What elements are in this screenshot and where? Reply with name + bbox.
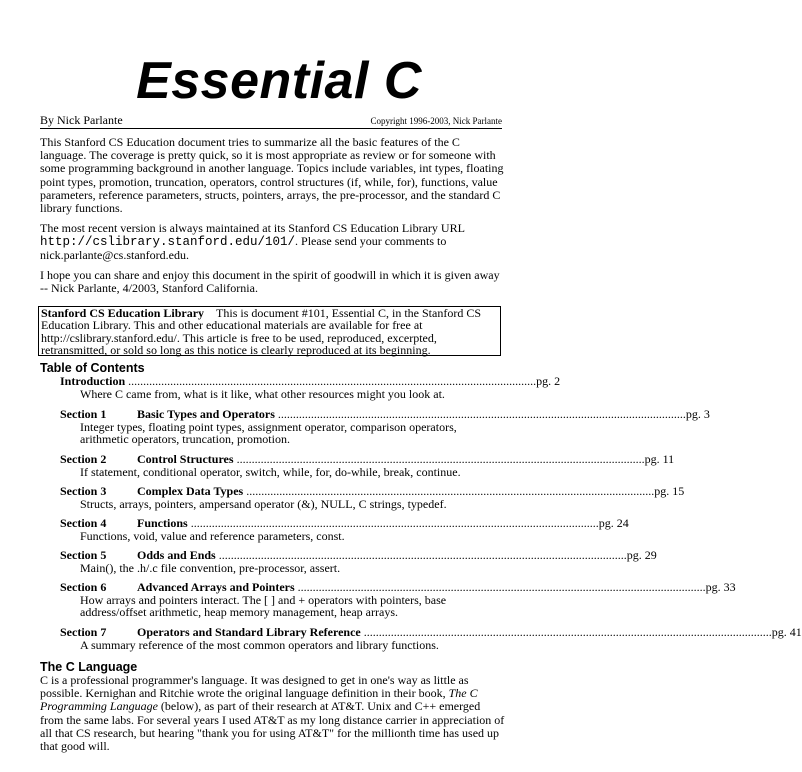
c-language-paragraph [40, 674, 506, 753]
c-language-heading: The C Language [40, 660, 138, 674]
toc-description: Structs, arrays, pointers, ampersand operator (&), NULL, C strings, typedef. [80, 497, 447, 511]
toc-topic: Odds and Ends [137, 548, 216, 562]
toc-leader: ........................................................................................................................................ [218, 548, 627, 562]
toc-page: pg. 29 [626, 548, 657, 562]
toc-section-number: Section 4 [60, 516, 107, 530]
toc-description: Main(), the .h/.c file convention, pre-processor, assert. [80, 561, 341, 575]
toc-section-number: Section 5 [60, 548, 107, 562]
library-notice-box [38, 306, 501, 356]
toc-topic: Control Structures [137, 452, 234, 466]
toc-page: pg. 24 [598, 516, 629, 530]
toc-description: Functions, void, value and reference parameters, const. [80, 529, 345, 543]
toc-section-number: Section 7 [60, 625, 107, 639]
intro-paragraph-2 [40, 222, 506, 263]
toc-leader: ........................................................................................................................................ [277, 407, 686, 421]
toc-description: If statement, conditional operator, switch, while, for, do-while, break, continue. [80, 465, 461, 479]
toc-heading: Table of Contents [40, 361, 145, 375]
toc-section-number: Section 2 [60, 452, 107, 466]
document-title: Essential C [136, 52, 422, 110]
library-url-link[interactable]: http://cslibrary.stanford.edu/101/ [40, 235, 296, 250]
intro-paragraph-1: This Stanford CS Education document tries to summarize all the basic features of the C language. The coverage is pretty quick, so it is most appropriate as review or for someone with some programming background in another language. Topics include variables, int types, floating point types, promotion, truncation, operators, control structures (if, while, for), functions, value parameters, reference parameters, structs, pointers, arrays, the pre-processor, and the standard C library functions. [40, 135, 504, 216]
intro-paragraph-3: I hope you can share and enjoy this document in the spirit of goodwill in which it is given away -- Nick Parlante, 4/2003, Stanford California. [40, 268, 500, 296]
toc-section-number: Section 3 [60, 484, 107, 498]
toc-leader: ........................................................................................................................................ [236, 452, 645, 466]
intro-paragraph-2-text: The most recent version is always maintained at its Stanford CS Education Library URL [40, 221, 465, 235]
copyright-notice: Copyright 1996-2003, Nick Parlante [370, 116, 502, 126]
byline-bar [40, 113, 502, 127]
author-byline: By Nick Parlante [40, 113, 123, 127]
toc-topic: Advanced Arrays and Pointers [137, 580, 295, 594]
toc-page: pg. 3 [685, 407, 710, 421]
toc-leader: ........................................................................................................................................ [363, 625, 772, 639]
book-title: The C Programming Language [40, 686, 478, 714]
toc-description: How arrays and pointers interact. The [ ] and + operators with pointers, base address/offset arithmetic, heap memory management, heap arrays. [80, 593, 447, 620]
c-language-text-start: C is a professional programmer's language. It was designed to get in one's way as little as possible. Kernighan and Ritchie wrote the original language definition in their book, [40, 673, 469, 701]
toc-topic: Operators and Standard Library Reference [137, 625, 361, 639]
toc-topic: Functions [137, 516, 188, 530]
intro-paragraph-2-contact: . Please send your comments to nick.parlante@cs.stanford.edu. [40, 234, 447, 263]
c-language-text-end: (below), as part of their research at AT&T. Unix and C++ emerged from the same labs. For several years I used AT&T as my long distance carrier in appreciation of all that CS research, but hearing "thank you for using AT&T" for the millionth time has used up that good will. [40, 699, 505, 754]
toc-description: Where C came from, what is it like, what other resources might you look at. [80, 387, 445, 401]
toc-page: pg. 33 [705, 580, 736, 594]
toc-topic: Complex Data Types [137, 484, 244, 498]
toc-leader: ........................................................................................................................................ [297, 580, 706, 594]
toc-page: pg. 11 [644, 452, 675, 466]
library-notice-heading: Stanford CS Education Library [41, 306, 205, 320]
toc-leader: ........................................................................................................................................ [128, 374, 537, 388]
toc-section-number: Section 6 [60, 580, 107, 594]
toc-topic: Introduction [60, 374, 126, 388]
library-notice-text: This is document #101, Essential C, in the Stanford CS Education Library. This and other educational materials are available for free at http://cslibrary.stanford.edu/. This article is free to be used, reproduced, excerpted, retransmitted, or sold so long as this notice is clearly reproduced at its beginning. [41, 306, 482, 358]
toc-description: Integer types, floating point types, assignment operator, comparison operators, arithmetic operators, truncation, promotion. [80, 420, 457, 447]
toc-page: pg. 15 [654, 484, 685, 498]
toc-leader: ........................................................................................................................................ [246, 484, 655, 498]
toc-topic: Basic Types and Operators [137, 407, 275, 421]
toc-page: pg. 41 [771, 625, 802, 639]
header-rule [40, 128, 502, 129]
toc-description: A summary reference of the most common operators and library functions. [80, 638, 439, 652]
toc-page: pg. 2 [536, 374, 561, 388]
toc-section-number: Section 1 [60, 407, 107, 421]
toc-leader: ........................................................................................................................................ [190, 516, 599, 530]
